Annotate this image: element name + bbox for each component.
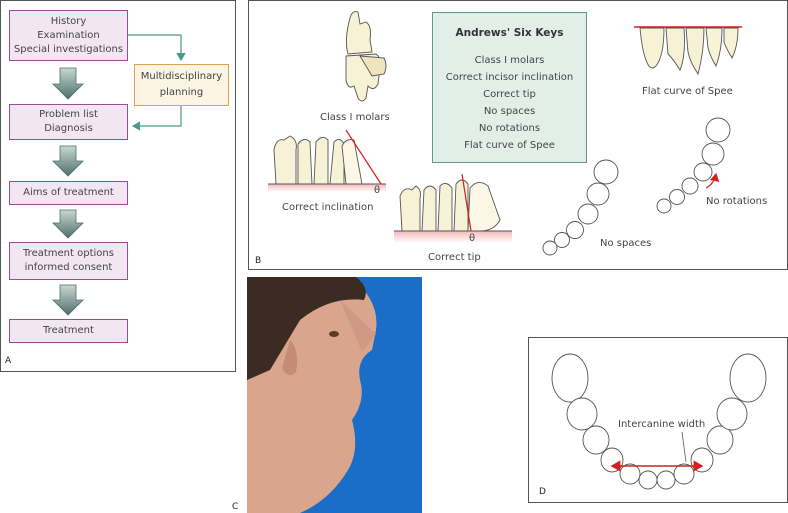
panel-a-letter: A: [5, 356, 12, 366]
connector-to-multidisciplinary: [128, 35, 181, 60]
label-correct-tip: Correct tip: [428, 252, 481, 263]
label-no-rotations: No rotations: [706, 196, 768, 207]
flow-arrow-2: [53, 146, 83, 176]
key-no-rotations: No rotations: [478, 123, 541, 134]
andrews-six-keys-box: [432, 12, 587, 163]
key-no-spaces: No spaces: [483, 106, 536, 117]
label-correct-inclination: Correct inclination: [282, 202, 374, 213]
profile-photo: [247, 277, 422, 513]
correct-tip-illustration: [394, 174, 512, 243]
theta-tip: θ: [469, 233, 476, 244]
key-correct-tip: Correct tip: [483, 89, 536, 100]
flat-curve-illustration: [634, 27, 742, 74]
flow-box-problem-list-text: Problem list Diagnosis: [39, 109, 98, 134]
intercanine-leader-line: [682, 432, 686, 462]
key-flat-curve: Flat curve of Spee: [464, 140, 555, 151]
flow-box-options-text: Treatment options informed consent: [23, 248, 114, 273]
label-intercanine-width: Intercanine width: [618, 419, 706, 430]
panel-b-letter: B: [255, 256, 262, 266]
panel-d-letter: D: [539, 487, 546, 497]
flow-arrow-1: [53, 68, 83, 99]
key-incisor-inclination: Correct incisor inclination: [445, 72, 574, 83]
label-flat-curve: Flat curve of Spee: [642, 86, 733, 97]
flow-arrow-3: [53, 210, 83, 238]
multidisciplinary-box-text: Multidisciplinary planning: [140, 71, 223, 98]
correct-inclination-illustration: [268, 130, 386, 192]
label-no-spaces: No spaces: [600, 238, 652, 249]
andrews-keys-title: Andrews' Six Keys: [455, 27, 564, 39]
flow-box-treatment-text: Treatment: [43, 325, 94, 336]
theta-inclination: θ: [374, 185, 381, 196]
flow-box-history-text: History Examination Special investigations: [13, 15, 124, 55]
key-class-i-molars: Class I molars: [474, 55, 545, 66]
class-i-molars-illustration: [346, 12, 386, 101]
flow-arrow-4: [53, 285, 83, 315]
panel-c-letter: C: [232, 502, 239, 512]
flow-box-aims-text: Aims of treatment: [23, 187, 114, 198]
connector-from-multidisciplinary: [133, 106, 181, 126]
label-class-i-molars: Class I molars: [320, 112, 390, 123]
